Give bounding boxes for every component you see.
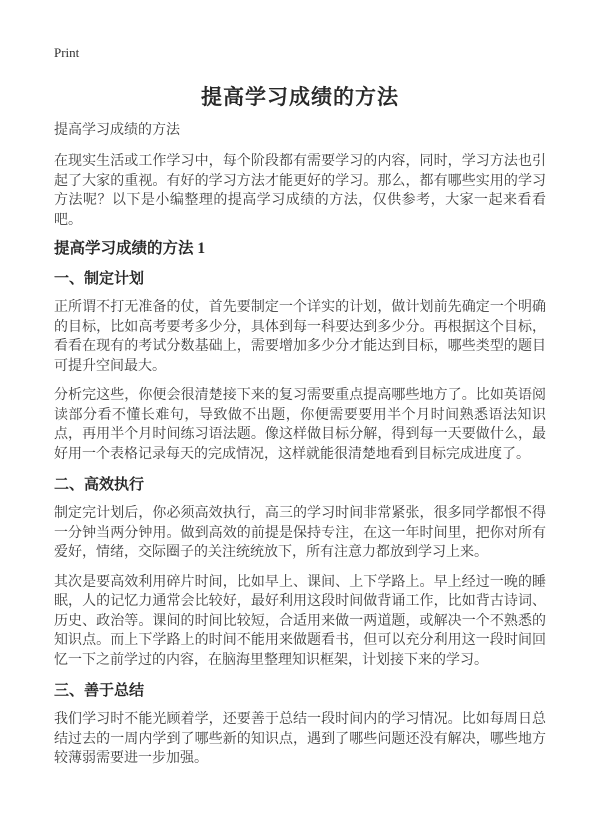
paragraph-efficient-execution-1: 制定完计划后，你必须高效执行，高三的学习时间非常紧张，很多同学都恨不得一分钟当两分钟用。做到高效的前提是保持专注，在这一年时间里，把你对所有爱好，情绪，交际圈子的关注统统放下，所有注意力都放到学习上来。 (54, 506, 546, 560)
paragraph-make-plan-1: 正所谓不打无准备的仗，首先要制定一个详实的计划，做计划前先确定一个明确的目标，比如高考要考多少分，具体到每一科要达到多少分。再根据这个目标，看看在现有的考试分数基础上，需要增加多少分才能达到目标，哪些类型的题目可提升空间最大。 (54, 300, 546, 374)
document-subtitle: 提高学习成绩的方法 (54, 123, 180, 138)
paragraph-efficient-execution-2: 其次是要高效利用碎片时间，比如早上、课间、上下学路上。早上经过一晚的睡眠，人的记忆力通常会比较好，最好利用这段时间做背诵工作，比如背古诗词、历史、政治等。课间的时间比较短，合适用来做一两道题，或解决一个不熟悉的知识点。而上下学路上的时间不能用来做题看书，但可以充分利用这一段时间回忆一下之前学过的内容，在脑海里整理知识框架，计划接下来的学习。 (54, 574, 546, 668)
page-title: 提高学习成绩的方法 (201, 85, 399, 109)
subsection-heading-efficient-execution: 二、高效执行 (54, 477, 145, 493)
intro-paragraph: 在现实生活或工作学习中，每个阶段都有需要学习的内容，同时，学习方法也引起了大家的重视。有好的学习方法才能更好的学习。那么，都有哪些实用的学习方法呢？以下是小编整理的提高学习成绩的方法，仅供参考，大家一起来看看吧。 (54, 154, 546, 228)
paragraph-good-at-summarizing-1: 我们学习时不能光顾着学，还要善于总结一段时间内的学习情况。比如每周日总结过去的一周内学到了哪些新的知识点，遇到了哪些问题还没有解决，哪些地方较薄弱需要进一步加强。 (54, 712, 546, 766)
section-heading-methods-1: 提高学习成绩的方法 1 (54, 240, 206, 257)
subsection-heading-good-at-summarizing: 三、善于总结 (54, 683, 145, 699)
print-link[interactable]: Print (54, 45, 80, 60)
subsection-heading-make-plan: 一、制定计划 (54, 271, 145, 287)
paragraph-make-plan-2: 分析完这些，你便会很清楚接下来的复习需要重点提高哪些地方了。比如英语阅读部分看不懂长难句，导致做不出题，你便需要要用半个月时间熟悉语法知识点，再用半个月时间练习语法题。像这样做目标分解，得到每一天要做什么，最好用一个表格记录每天的完成情况，这样就能很清楚地看到目标完成进度了。 (54, 388, 546, 462)
